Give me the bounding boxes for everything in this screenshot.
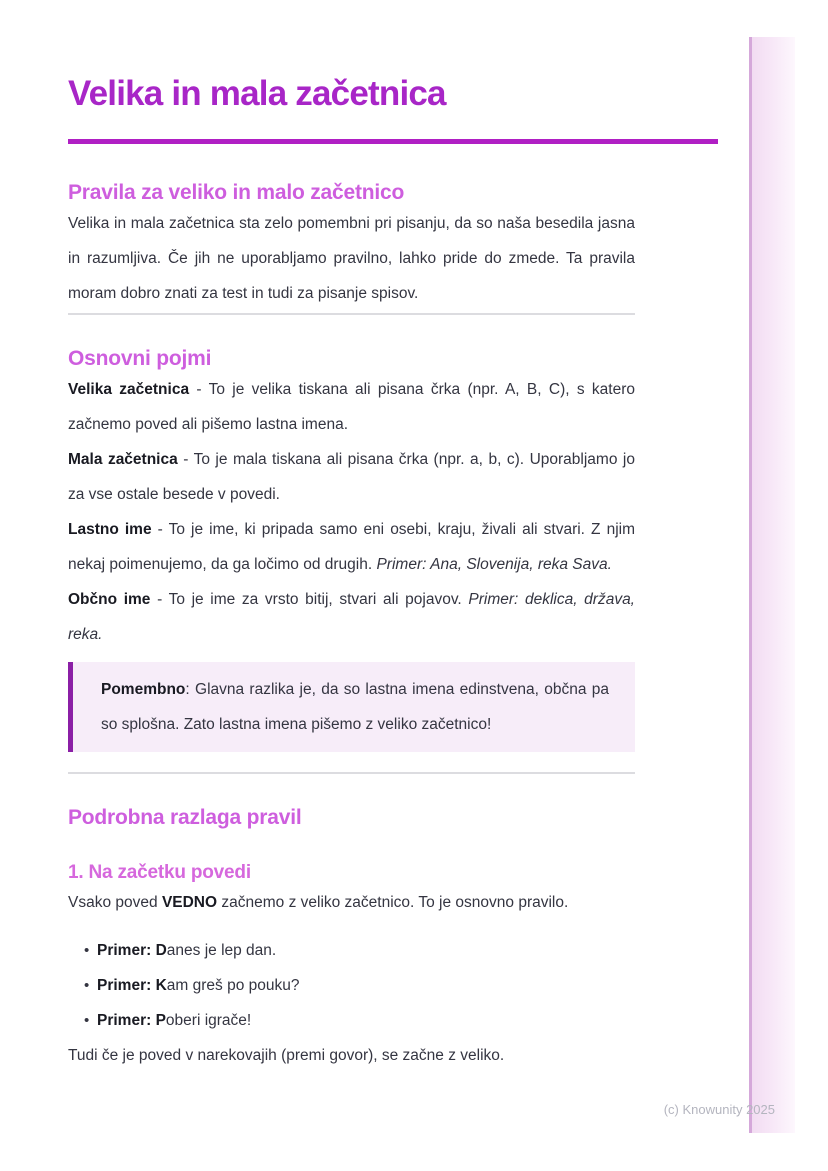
title-rule: [68, 139, 718, 144]
important-callout: [68, 662, 635, 752]
copyright-footer: (c) Knowunity 2025: [663, 1102, 775, 1117]
term-velika-zacetnica: [68, 372, 635, 442]
lead-text: začnemo z veliko začetnico. To je osnovno pravilo.: [217, 894, 569, 911]
lead-text: Vsako poved: [68, 894, 162, 911]
term-lastno-ime: [68, 512, 635, 582]
rule-lead-paragraph: [68, 885, 635, 920]
section-divider: [68, 313, 635, 315]
intro-paragraph: Velika in mala začetnica sta zelo pomembni pri pisanju, da so naša besedila jasna in razumljiva. Če jih ne uporabljamo pravilno, lahko pride do zmede. Ta pravila moram dobro znati za test in tudi za pisanje spisov.: [68, 215, 635, 302]
callout-text: [101, 672, 609, 742]
example-label: Primer: K: [97, 977, 167, 994]
term-definition: - To je ime za vrsto bitij, stvari ali pojavov.: [150, 591, 469, 608]
term-label: Mala začetnica: [68, 451, 178, 468]
example-text: anes je lep dan.: [166, 942, 277, 959]
section-heading-podrobna-razlaga: Podrobna razlaga pravil: [68, 806, 302, 829]
term-definition: - To je mala tiskana ali pisana črka (npr. a, b, c). Uporabljamo jo za vse ostale besede v povedi.: [68, 451, 635, 503]
term-definition: - To je velika tiskana ali pisana črka (npr. A, B, C), s katero začnemo poved ali pišemo lastna imena.: [68, 381, 636, 433]
page-title: Velika in mala začetnica: [68, 74, 446, 113]
term-example: Primer: Ana, Slovenija, reka Sava.: [376, 556, 612, 573]
list-item: [84, 1003, 619, 1038]
example-text: am greš po pouku?: [166, 977, 300, 994]
term-label: Lastno ime: [68, 521, 152, 538]
callout-body: : Glavna razlika je, da so lastna imena edinstvena, občna pa so splošna. Zato lastna imena pišemo z veliko začetnico!: [101, 681, 609, 733]
closing-paragraph: Tudi če je poved v narekovajih (premi govor), se začne z veliko.: [68, 1047, 505, 1064]
example-label: Primer: D: [97, 942, 167, 959]
term-label: Velika začetnica: [68, 381, 190, 398]
term-obcno-ime: [68, 582, 635, 652]
list-item: [84, 968, 619, 1003]
example-text: oberi igrače!: [165, 1012, 252, 1029]
lead-emphasis: VEDNO: [161, 894, 218, 911]
term-label: Občno ime: [68, 591, 151, 608]
term-example: Primer: deklica, država, reka.: [68, 591, 635, 643]
list-item: [84, 933, 619, 968]
term-mala-zacetnica: [68, 442, 635, 512]
example-list: [68, 933, 619, 1038]
section-heading-osnovni-pojmi: Osnovni pojmi: [68, 347, 212, 370]
callout-label: Pomembno: [101, 681, 186, 698]
subsection-heading-na-zacetku-povedi: 1. Na začetku povedi: [68, 862, 251, 883]
section-heading-pravila: Pravila za veliko in malo začetnico: [68, 181, 405, 204]
section-divider: [68, 772, 635, 774]
example-label: Primer: P: [97, 1012, 166, 1029]
document-content: [68, 0, 718, 1073]
page-edge-strip: [749, 37, 795, 1133]
term-definition: - To je ime, ki pripada samo eni osebi, kraju, živali ali stvari. Z njim nekaj poimenujemo, da ga ločimo od drugih.: [68, 521, 635, 573]
